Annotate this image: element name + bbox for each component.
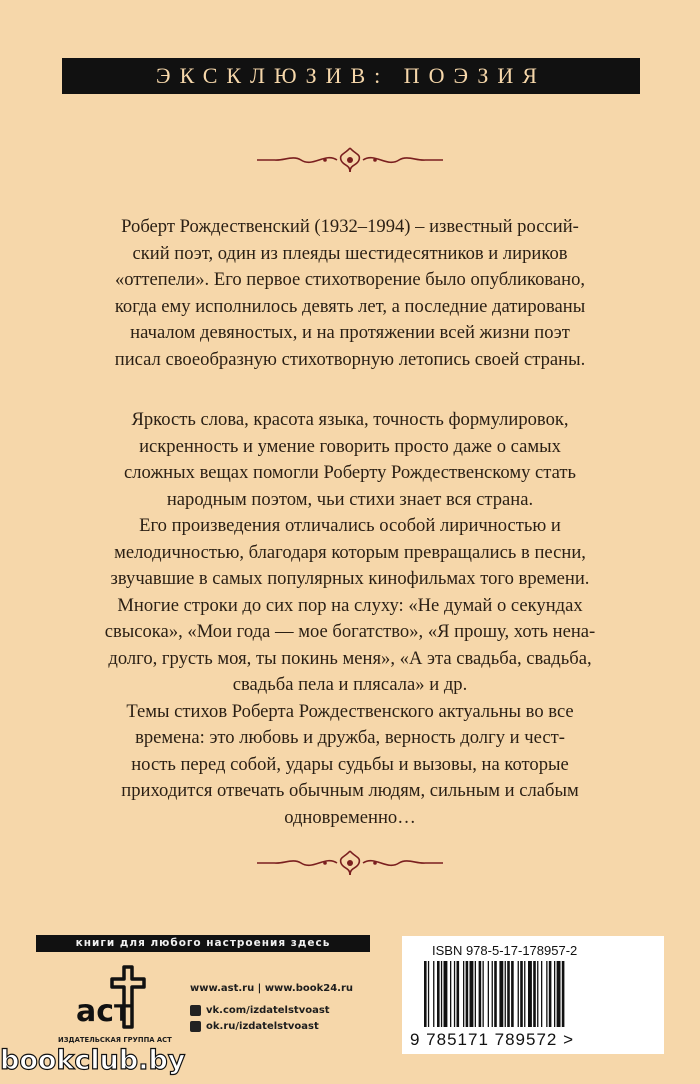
series-title: ЭКСКЛЮЗИВ: ПОЭЗИЯ bbox=[156, 63, 546, 88]
text-line: свадьба пела и плясала» и др. bbox=[232, 674, 468, 695]
tagline-bar bbox=[36, 935, 370, 952]
vk-text: vk.com/izdatelstvoast bbox=[206, 1005, 330, 1016]
text-line: звучавшие в самых популярных кинофильмах того времени. bbox=[110, 568, 590, 589]
text-line: Яркость слова, красота языка, точность формулировок, bbox=[131, 409, 569, 430]
text-line: народным поэтом, чьи стихи знает вся страна. bbox=[166, 488, 534, 510]
publisher-label: ИЗДАТЕЛЬСКАЯ ГРУППА АСТ bbox=[58, 1036, 172, 1044]
intro-paragraph bbox=[60, 214, 640, 373]
text-line: началом девяностых, и на протяжении всей жизни поэт bbox=[130, 322, 570, 343]
tagline-text: книги для любого настроения здесь bbox=[75, 937, 331, 949]
text-line: ность перед собой, удары судьбы и вызовы, на которые bbox=[131, 753, 569, 775]
website-links: www.ast.ru | www.book24.ru bbox=[190, 983, 354, 994]
flourish-ornament-icon bbox=[255, 142, 445, 178]
text-line: Темы стихов Роберта Рождественского актуальны во все bbox=[126, 700, 574, 722]
text-line: Многие строки до сих пор на слуху: «Не думай о секундах bbox=[117, 594, 583, 616]
text-line: Его произведения отличались особой лиричностью и bbox=[139, 515, 561, 536]
ok-icon bbox=[190, 1021, 201, 1032]
text-line: ский поэт, один из плеяды шестидесятников и лириков bbox=[132, 242, 568, 264]
series-banner bbox=[62, 58, 640, 94]
ok-text: ok.ru/izdatelstvoast bbox=[206, 1021, 319, 1032]
barcode-icon bbox=[418, 961, 650, 1029]
flourish-ornament-icon bbox=[255, 845, 445, 881]
barcode-box bbox=[402, 936, 664, 1054]
text-line: времена: это любовь и дружба, верность долгу и чест- bbox=[135, 727, 565, 748]
text-line: долго, грусть моя, ты покинь меня», «А эта свадьба, свадьба, bbox=[108, 647, 592, 669]
text-line: искренность и умение говорить просто даже о самых bbox=[139, 435, 561, 457]
text-line: сложных вещах помогли Роберту Рождественскому стать bbox=[123, 462, 577, 483]
isbn-text: ISBN 978-5-17-178957-2 bbox=[432, 943, 578, 958]
vk-icon bbox=[190, 1005, 201, 1016]
logo-text: аст bbox=[76, 994, 132, 1029]
text-line: приходится отвечать обычным людям, сильным и слабым bbox=[121, 780, 579, 801]
watermark: bookclub.by bbox=[0, 1045, 186, 1076]
ast-logo-icon bbox=[72, 965, 156, 1031]
text-line: «оттепели». Его первое стихотворение было опубликовано, bbox=[114, 269, 586, 290]
vk-link bbox=[190, 1005, 330, 1016]
text-line: когда ему исполнилось девять лет, а последние датированы bbox=[114, 295, 586, 317]
text-line: писал своеобразную стихотворную летопись своей страны. bbox=[114, 348, 586, 370]
text-line: Роберт Рождественский (1932–1994) – известный россий- bbox=[121, 216, 579, 237]
text-line: одновременно… bbox=[284, 806, 416, 828]
description-paragraph bbox=[60, 407, 640, 831]
ok-link bbox=[190, 1021, 319, 1032]
text-line: мелодичностью, благодаря которым превращались в песни, bbox=[114, 541, 586, 563]
barcode-number: 9 785171 789572 > bbox=[410, 1030, 575, 1049]
text-line: свысока», «Мои года — мое богатство», «Я прошу, хоть нена- bbox=[104, 621, 596, 642]
